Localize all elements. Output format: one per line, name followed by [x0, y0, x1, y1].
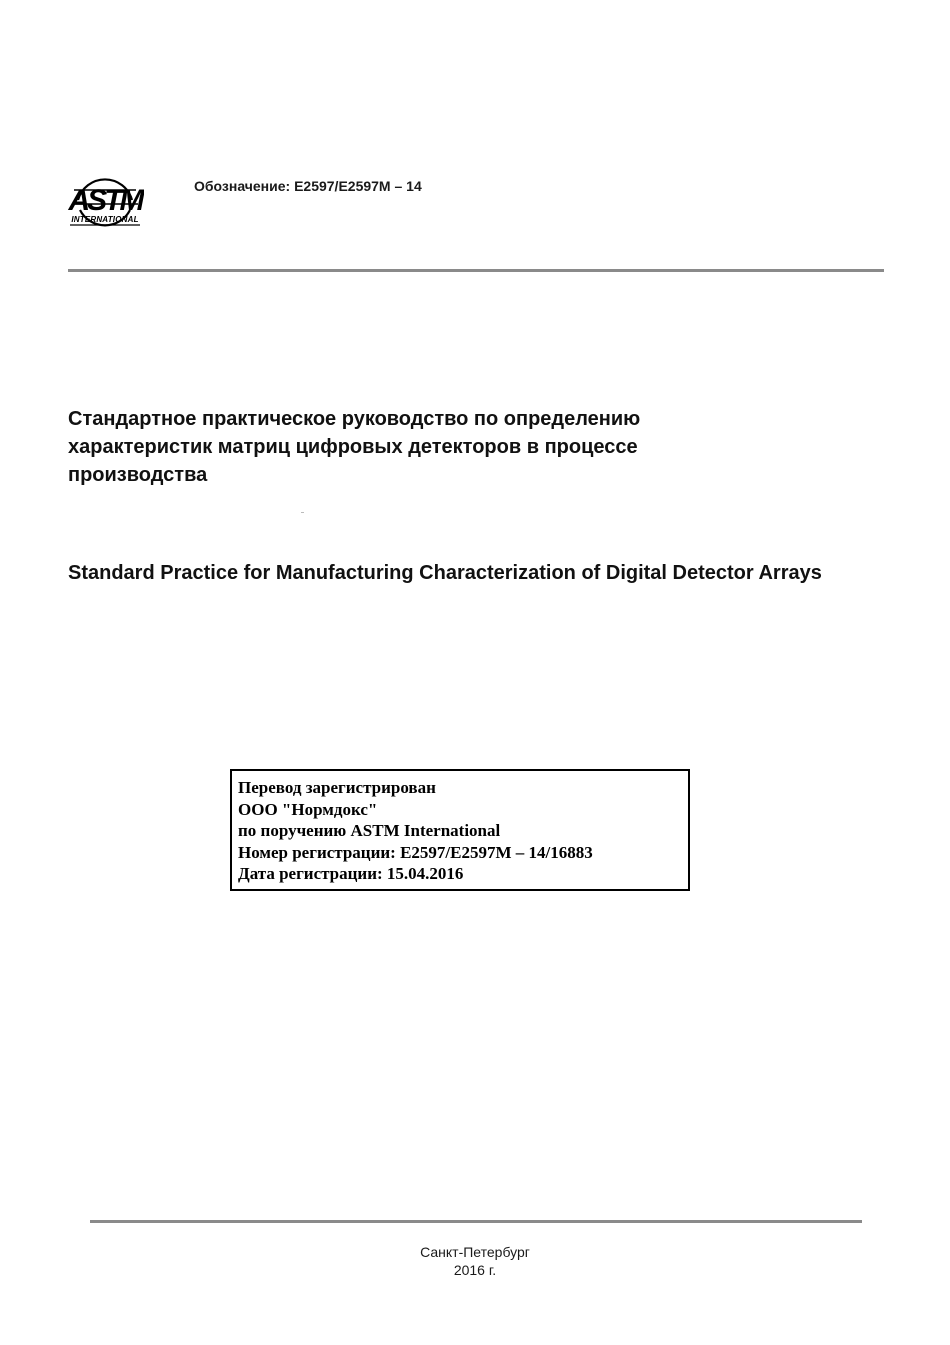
registration-line-3: по поручению ASTM International: [238, 821, 501, 841]
footer-year: 2016 г.: [453, 1262, 497, 1278]
bottom-divider: [90, 1220, 862, 1223]
registration-date: Дата регистрации: 15.04.2016: [238, 864, 464, 884]
registration-box: [230, 769, 690, 891]
svg-text:ASTM: ASTM: [68, 184, 142, 217]
title-english: Standard Practice for Manufacturing Characterization of Digital Detector Arrays: [68, 562, 822, 584]
footer-city: Санкт-Петербург: [420, 1244, 530, 1260]
svg-text:INTERNATIONAL: INTERNATIONAL: [71, 215, 139, 224]
registration-line-2: ООО "Нормдокс": [238, 799, 378, 819]
title-russian: Стандартное практическое руководство по определению характеристик матриц цифровых детекторов в процессе производства: [68, 408, 641, 486]
registration-line-1: Перевод зарегистрирован: [238, 778, 436, 797]
scan-speck: [301, 512, 304, 513]
astm-logo-icon: [66, 160, 144, 228]
top-divider: [68, 269, 884, 272]
registration-number: Номер регистрации: E2597/E2597M – 14/16883: [238, 842, 593, 862]
footer: [0, 1243, 950, 1279]
designation-label: Обозначение: E2597/E2597M – 14: [194, 178, 422, 194]
